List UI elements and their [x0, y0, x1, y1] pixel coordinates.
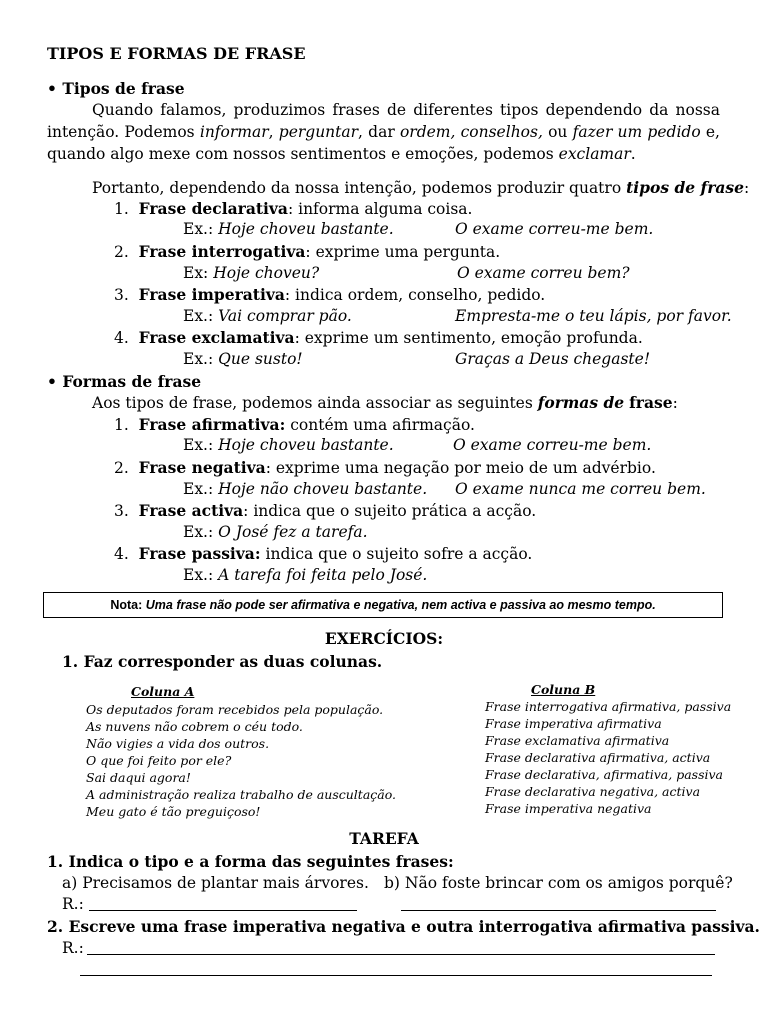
coluna-a-item: Sai daqui agora! [86, 770, 191, 785]
formas-intro-text: Aos tipos de frase, podemos ainda associar as seguintes [92, 394, 533, 412]
item-term: Frase activa [138, 501, 244, 520]
formas-item-4 [114, 543, 532, 565]
section-heading-tipos: • Tipos de frase [47, 79, 185, 98]
tarefa-question-1: 1. Indica o tipo e a forma das seguintes frases: [47, 852, 454, 871]
item-desc: : informa alguma coisa. [287, 200, 473, 218]
formas-intro-bold-italic: formas de [537, 393, 625, 412]
ex-label: Ex.: [183, 350, 214, 368]
formas-item-3-example [183, 522, 368, 543]
ex-1: Hoje choveu bastante. [218, 436, 394, 454]
item-desc: indica que o sujeito sofre a acção. [260, 545, 533, 563]
coluna-a-item: As nuvens não cobrem o céu todo. [86, 719, 303, 734]
item-term: Frase imperativa [138, 285, 285, 304]
answer-line-2a[interactable] [87, 954, 715, 955]
ex-1: Vai comprar pão. [218, 307, 352, 325]
item-desc: : indica que o sujeito prática a acção. [243, 502, 537, 520]
tipos-item-2-example-2: O exame correu bem? [457, 264, 630, 282]
intro-ou: ou [548, 123, 568, 141]
item-term: Frase interrogativa [138, 242, 306, 261]
coluna-a-item: Meu gato é tão preguiçoso! [86, 804, 261, 819]
answer-line-2b[interactable] [80, 975, 712, 976]
item-number: 2. [114, 243, 129, 261]
tipos-item-3-example [183, 306, 352, 327]
ex-1: Hoje choveu bastante. [218, 220, 394, 238]
coluna-a-item: A administração realiza trabalho de auscultação. [86, 787, 397, 802]
page-title: TIPOS E FORMAS DE FRASE [47, 44, 306, 63]
ex-label: Ex.: [183, 307, 214, 325]
coluna-b-item: Frase interrogativa afirmativa, passiva [485, 699, 732, 714]
item-term: Frase negativa [138, 458, 266, 477]
item-term: Frase exclamativa [138, 328, 295, 347]
coluna-a-title: Coluna A [131, 684, 195, 699]
formas-item-1-example [183, 435, 394, 456]
ex-1: Que susto! [218, 350, 303, 368]
tipos-item-3 [114, 284, 545, 306]
ex-label: Ex.: [183, 480, 214, 498]
tarefa-question-1a: a) Precisamos de plantar mais árvores. [62, 874, 369, 892]
item-number: 3. [114, 502, 129, 520]
note-label: Nota: [110, 598, 143, 612]
intro-text-1: Quando falamos, produzimos frases de diferentes tipos dependendo da nossa intenção. Podemos [47, 101, 720, 141]
section-heading-formas-text: Formas de frase [62, 372, 202, 391]
section-heading-formas: • Formas de frase [47, 372, 202, 391]
tipos-item-1 [114, 198, 472, 220]
tipos-item-2-example [183, 263, 319, 284]
intro-exclamar: exclamar [558, 145, 631, 163]
section-heading-tipos-text: Tipos de frase [62, 79, 185, 98]
item-desc: contém uma afirmação. [285, 416, 475, 434]
tipos-item-4-example [183, 349, 303, 370]
intro-informar: informar [199, 123, 269, 141]
item-term: Frase afirmativa: [138, 415, 286, 434]
coluna-b-item: Frase declarativa negativa, activa [485, 784, 701, 799]
note-box [43, 592, 723, 618]
coluna-b-item: Frase declarativa, afirmativa, passiva [485, 767, 723, 782]
tipos-item-4 [114, 327, 643, 349]
intro-text-2: e, quando algo mexe com nossos sentimentos e emoções, podemos [47, 123, 720, 163]
item-desc: : exprime uma pergunta. [305, 243, 501, 261]
formas-item-1-example-2: O exame correu-me bem. [453, 436, 652, 454]
ex-1: Hoje choveu? [213, 264, 320, 282]
item-number: 4. [114, 329, 129, 347]
intro-dar: dar [368, 123, 395, 141]
tipos-item-3-example-2: Empresta-me o teu lápis, por favor. [455, 307, 732, 325]
coluna-b-list [485, 698, 731, 817]
item-desc: : exprime uma negação por meio de um advérbio. [265, 459, 656, 477]
item-number: 1. [114, 416, 129, 434]
exercicios-heading: EXERCÍCIOS: [324, 629, 444, 648]
item-number: 4. [114, 545, 129, 563]
formas-item-1 [114, 414, 475, 436]
tipos-item-2 [114, 241, 500, 263]
formas-item-2-example [183, 479, 427, 500]
coluna-a-list [86, 701, 396, 820]
ex-1: Hoje não choveu bastante. [218, 480, 428, 498]
tipos-item-1-example-2: O exame correu-me bem. [455, 220, 654, 238]
tarefa-heading: TAREFA [349, 829, 419, 848]
coluna-b-item: Frase declarativa afirmativa, activa [485, 750, 711, 765]
ex-label: Ex: [183, 264, 209, 282]
coluna-a-item: Os deputados foram recebidos pela população. [86, 702, 384, 717]
coluna-a-item: O que foi feito por ele? [86, 753, 232, 768]
intro-pedido: fazer um pedido [572, 123, 701, 141]
coluna-b-item: Frase exclamativa afirmativa [485, 733, 670, 748]
tipos-intro-paragraph: Quando falamos, produzimos frases de diferentes tipos dependendo da nossa intenção. Podemos informar, perguntar, dar ordem, conselhos, ou fazer um pedido e, quando algo mexe com nossos sentimentos e emoções, podemos exclamar. [47, 101, 720, 163]
ex-label: Ex.: [183, 566, 214, 584]
formas-intro-bold: frase [629, 393, 673, 412]
exercicio-1-question: 1. Faz corresponder as duas colunas. [62, 652, 383, 671]
item-number: 3. [114, 286, 129, 304]
answer-line-1a[interactable] [89, 910, 357, 911]
answer-label-2: R.: [62, 939, 84, 957]
formas-item-2 [114, 457, 656, 479]
item-number: 2. [114, 459, 129, 477]
coluna-b-title: Coluna B [531, 682, 596, 697]
answer-line-1b[interactable] [401, 910, 716, 911]
ex-label: Ex.: [183, 436, 214, 454]
portanto-bold: tipos de frase [626, 178, 745, 197]
tarefa-question-1b: b) Não foste brincar com os amigos porquê? [384, 874, 733, 892]
intro-ordem: ordem, conselhos, [399, 123, 543, 141]
formas-item-2-example-2: O exame nunca me correu bem. [455, 480, 706, 498]
tipos-item-4-example-2: Graças a Deus chegaste! [455, 350, 651, 368]
item-term: Frase passiva: [138, 544, 261, 563]
ex-1: O José fez a tarefa. [218, 523, 368, 541]
ex-label: Ex.: [183, 523, 214, 541]
note-text: Uma frase não pode ser afirmativa e negativa, nem activa e passiva ao mesmo tempo. [145, 598, 656, 612]
ex-label: Ex.: [183, 220, 214, 238]
formas-item-3 [114, 500, 536, 522]
intro-perguntar: perguntar [278, 123, 359, 141]
item-desc: : exprime um sentimento, emoção profunda. [294, 329, 643, 347]
answer-label-1: R.: [62, 895, 84, 913]
formas-intro: Aos tipos de frase, podemos ainda associar as seguintes formas de frase: [92, 393, 678, 412]
item-term: Frase declarativa [138, 199, 288, 218]
coluna-b-item: Frase imperativa afirmativa [485, 716, 662, 731]
item-number: 1. [114, 200, 129, 218]
portanto-line: Portanto, dependendo da nossa intenção, podemos produzir quatro tipos de frase: [92, 178, 750, 197]
portanto-text: Portanto, dependendo da nossa intenção, podemos produzir quatro [92, 179, 622, 197]
tarefa-question-2: 2. Escreve uma frase imperativa negativa e outra interrogativa afirmativa passiva. [47, 917, 760, 936]
ex-1: A tarefa foi feita pelo José. [218, 566, 428, 584]
item-desc: : indica ordem, conselho, pedido. [284, 286, 546, 304]
coluna-a-item: Não vigies a vida dos outros. [86, 736, 270, 751]
formas-item-4-example [183, 565, 427, 586]
tipos-item-1-example [183, 219, 394, 240]
coluna-b-item: Frase imperativa negativa [485, 801, 652, 816]
